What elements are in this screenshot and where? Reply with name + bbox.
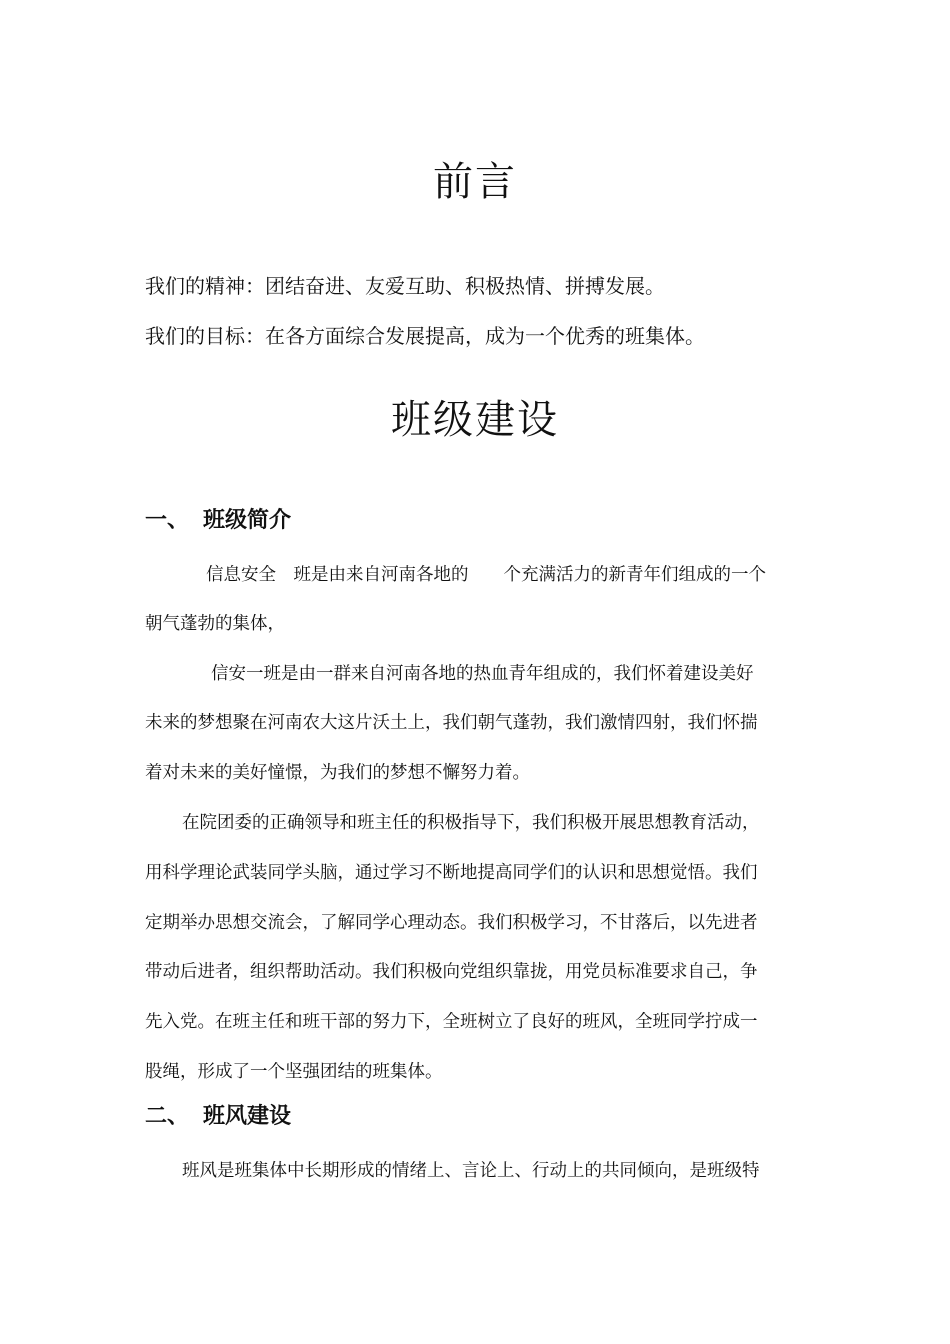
intro-p2-line1: 信安一班是由一群来自河南各地的热血青年组成的，我们怀着建设美好 [211, 664, 754, 684]
section-number: 一、 [145, 508, 190, 533]
intro-p3-line2: 用科学理论武装同学头脑，通过学习不断地提高同学们的认识和思想觉悟。我们 [145, 863, 758, 883]
intro-p3-line4: 带动后进者，组织帮助活动。我们积极向党组织靠拢，用党员标准要求自己，争 [145, 962, 758, 982]
section-heading-style [145, 1102, 291, 1132]
intro-p3-line1: 在院团委的正确领导和班主任的积极指导下，我们积极开展思想教育活动， [182, 813, 760, 833]
goal-line: 我们的目标：在各方面综合发展提高，成为一个优秀的班集体。 [145, 324, 705, 348]
style-p1-line1: 班风是班集体中长期形成的情绪上、言论上、行动上的共同倾向，是班级特 [182, 1161, 760, 1181]
intro-p3-line5: 先入党。在班主任和班干部的努力下，全班树立了良好的班风，全班同学拧成一 [145, 1012, 758, 1032]
section-heading-intro [145, 506, 291, 536]
intro-p3-line3: 定期举办思想交流会，了解同学心理动态。我们积极学习，不甘落后，以先进者 [145, 913, 758, 933]
intro-p2-line2: 未来的梦想聚在河南农大这片沃土上，我们朝气蓬勃，我们激情四射，我们怀揣 [145, 713, 758, 733]
section-number: 二、 [145, 1104, 190, 1129]
class-building-title: 班级建设 [391, 397, 559, 443]
intro-p1-line2: 朝气蓬勃的集体， [145, 614, 285, 634]
section-title: 班风建设 [203, 1104, 292, 1129]
section-title: 班级简介 [203, 508, 292, 533]
intro-p2-line3: 着对未来的美好憧憬，为我们的梦想不懈努力着。 [145, 763, 530, 783]
preface-title: 前言 [433, 159, 517, 205]
spirit-line: 我们的精神：团结奋进、友爱互助、积极热情、拼搏发展。 [145, 274, 665, 298]
intro-p3-line6: 股绳，形成了一个坚强团结的班集体。 [145, 1062, 443, 1082]
intro-p1-line1: 信息安全 班是由来自河南各地的 个充满活力的新青年们组成的一个 [206, 565, 766, 585]
